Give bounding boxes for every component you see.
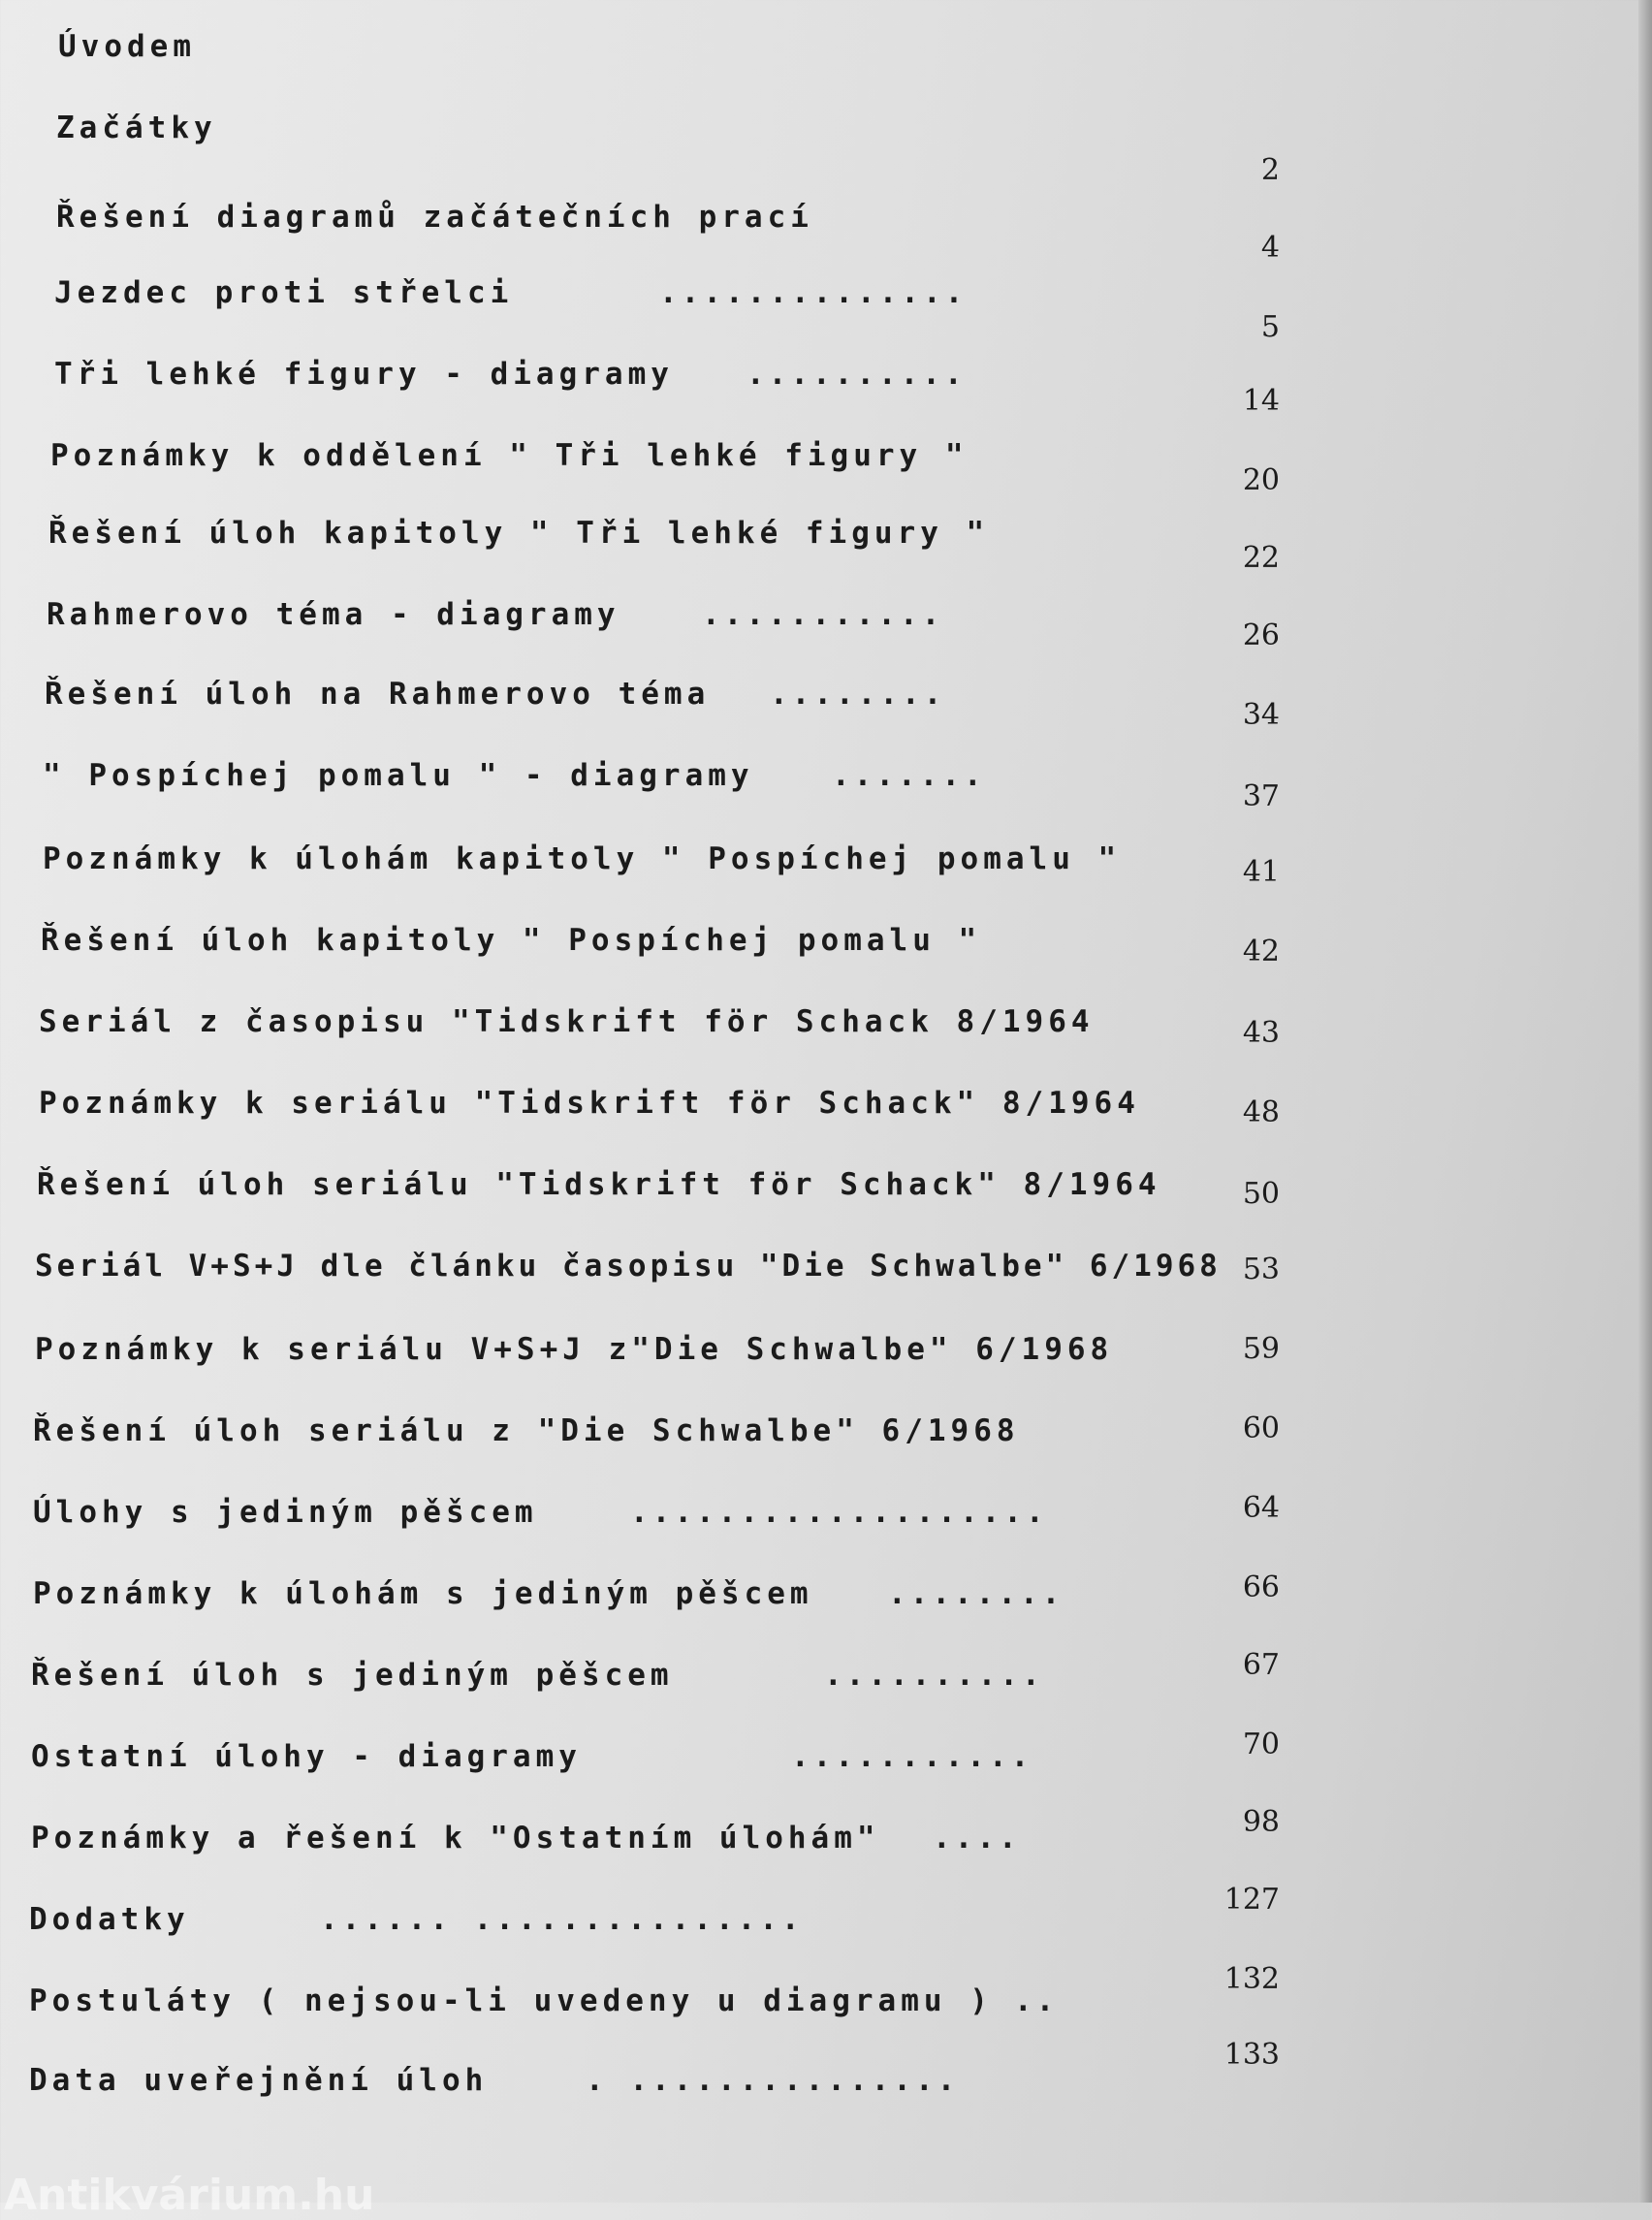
- toc-entry-title: Tři lehké figury - diagramy: [54, 357, 674, 392]
- toc-entry-title: Řešení diagramů začátečních prací: [56, 200, 813, 235]
- toc-entry-page: 41: [1242, 855, 1280, 889]
- toc-entry-page: 53: [1242, 1253, 1280, 1286]
- toc-entry-title: Řešení úloh s jediným pěšcem: [31, 1658, 674, 1693]
- toc-entry-page: 66: [1242, 1570, 1280, 1604]
- toc-entry-page: 43: [1242, 1016, 1280, 1050]
- toc-entry-title: Úvodem: [58, 29, 196, 64]
- toc-entry: [0, 2038, 1652, 2119]
- toc-entry-page: 42: [1242, 935, 1280, 968]
- toc-entry-page: 50: [1242, 1177, 1280, 1211]
- toc-entry: [0, 273, 1652, 344]
- toc-entry-title: Poznámky k úlohám kapitoly " Pospíchej pomalu ": [43, 841, 1122, 876]
- toc-entry: [0, 1330, 1652, 1388]
- toc-entry-title: Poznámky k seriálu "Tidskrift för Schack" 8/1964: [39, 1086, 1140, 1121]
- toc-entry-title: Data uveřejnění úloh: [29, 2063, 489, 2098]
- toc-entry-title: Poznámky a řešení k "Ostatním úlohám": [31, 1821, 880, 1855]
- toc-entry: [0, 1805, 1652, 1877]
- toc-entry-title: Dodatky: [29, 1902, 190, 1937]
- toc-entry-page: 22: [1242, 541, 1280, 575]
- toc-entry-dots: ...........: [791, 1739, 1033, 1774]
- toc-entry-title: Ostatní úlohy - diagramy: [31, 1739, 582, 1774]
- toc-entry-page: 133: [1223, 2038, 1280, 2072]
- toc-entry-title: Poznámky k seriálu V+S+J z"Die Schwalbe" 6/1968: [35, 1332, 1114, 1367]
- toc-entry-page: 60: [1242, 1411, 1280, 1445]
- toc-entry-title: Řešení úloh na Rahmerovo téma: [45, 677, 711, 712]
- toc-entry: [0, 27, 1652, 85]
- toc-entry-title: Řešení úloh seriálu z "Die Schwalbe" 6/1968: [33, 1413, 1020, 1448]
- toc-entry-page: 37: [1242, 779, 1280, 813]
- toc-entry: [0, 675, 1652, 733]
- toc-entry: [0, 840, 1652, 898]
- toc-entry: [0, 1962, 1652, 2040]
- toc-entry-page: 34: [1242, 698, 1280, 732]
- toc-entry-title: Začátky: [56, 111, 217, 145]
- toc-entry-title: Řešení úloh seriálu "Tidskrift för Schack" 8/1964: [37, 1167, 1161, 1202]
- toc-entry: [0, 1493, 1652, 1551]
- toc-entry-page: 2: [1260, 153, 1280, 187]
- toc-entry-title: Seriál z časopisu "Tidskrift för Schack 8/1964: [39, 1004, 1095, 1039]
- toc-entry: [0, 595, 1652, 653]
- toc-entry-dots: .......: [832, 758, 986, 793]
- toc-entry-page: 70: [1242, 1728, 1280, 1761]
- toc-entry-title: Řešení úloh kapitoly " Pospíchej pomalu ": [41, 923, 982, 958]
- toc-entry-page: 4: [1260, 231, 1280, 265]
- toc-entry-dots: ..........: [747, 357, 967, 392]
- toc-entry-dots: ...... ...............: [320, 1902, 804, 1937]
- toc-entry-dots: ...................: [630, 1495, 1048, 1530]
- toc-entry-page: 59: [1242, 1332, 1280, 1366]
- toc-entry-page: 132: [1223, 1962, 1280, 1996]
- toc-entry: [0, 1728, 1652, 1795]
- toc-entry-dots: ...........: [702, 597, 944, 632]
- toc-entry: [0, 198, 1652, 265]
- toc-entry-dots: ..........: [824, 1658, 1044, 1693]
- toc-entry-dots: ..............: [659, 275, 968, 310]
- page-edge-shadow: [1638, 0, 1652, 2203]
- toc-entry-page: 48: [1242, 1095, 1280, 1129]
- toc-entry: [0, 1411, 1652, 1470]
- toc-entry-dots: . ...............: [586, 2063, 960, 2098]
- toc-entry-dots: ........: [888, 1576, 1064, 1611]
- toc-entry-title: Poznámky k oddělení " Tři lehké figury ": [50, 438, 969, 473]
- toc-entry: [0, 109, 1652, 187]
- toc-entry-title: " Pospíchej pomalu " - diagramy: [43, 758, 754, 793]
- toc-entry-title: Seriál V+S+J dle článku časopisu "Die Schwalbe" 6/1968: [35, 1249, 1222, 1284]
- toc-entry-page: 127: [1223, 1883, 1280, 1917]
- toc-entry-title: Rahmerovo téma - diagramy: [47, 597, 620, 632]
- toc-entry-dots: ..: [1014, 1983, 1059, 2018]
- toc-entry-page: 26: [1242, 618, 1280, 652]
- toc-entry: [0, 355, 1652, 418]
- toc-entry-page: 98: [1242, 1805, 1280, 1839]
- toc-entry: [0, 1084, 1652, 1142]
- toc-entry-page: 64: [1242, 1491, 1280, 1525]
- toc-entry-page: 14: [1242, 384, 1280, 418]
- toc-entry-page: 5: [1260, 310, 1280, 344]
- toc-entry-dots: ........: [770, 677, 946, 712]
- toc-entry: [0, 1247, 1652, 1305]
- toc-entry-title: Poznámky k úlohám s jediným pěšcem: [33, 1576, 813, 1611]
- toc-entry: [0, 921, 1652, 979]
- toc-entry-title: Řešení úloh kapitoly " Tři lehké figury ": [48, 516, 990, 551]
- toc-entry-title: Úlohy s jediným pěšcem: [33, 1495, 538, 1530]
- toc-entry: [0, 436, 1652, 497]
- toc-entry-page: 67: [1242, 1648, 1280, 1682]
- toc-entry: [0, 1165, 1652, 1223]
- toc-entry: [0, 1570, 1652, 1633]
- toc-entry: [0, 1883, 1652, 1958]
- toc-entry-title: Jezdec proti střelci: [54, 275, 514, 310]
- toc-entry-dots: ....: [933, 1821, 1021, 1855]
- toc-entry: [0, 1648, 1652, 1714]
- toc-entry: [0, 514, 1652, 575]
- watermark: Antikvárium.hu: [4, 2171, 375, 2220]
- toc-entry: [0, 1002, 1652, 1061]
- toc-entry-title: Postuláty ( nejsou-li uvedeny u diagramu ): [29, 1983, 993, 2018]
- toc-entry: [0, 756, 1652, 814]
- toc-entry-page: 20: [1242, 463, 1280, 497]
